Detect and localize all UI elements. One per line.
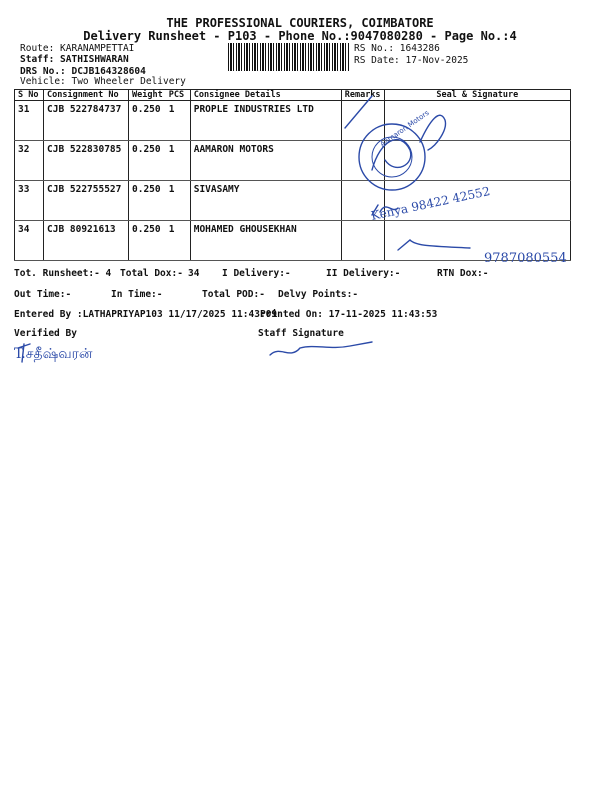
row-pcs: 1 [166,141,191,181]
stamp-text: Aamaron Motors [378,108,431,149]
row-sno: 32 [15,141,44,181]
row-consignment: CJB 522830785 [44,141,129,181]
row-sno: 34 [15,221,44,261]
staff-label: Staff: SATHISHWARAN [20,54,129,65]
vehicle-label: Vehicle: Two Wheeler Delivery [20,76,186,87]
col-pcs: PCS [166,90,191,101]
total-dox-label: Total Dox:- [120,268,183,279]
col-consignment: Consignment No [44,90,129,101]
route-label: Route: KARANAMPETTAI [20,43,135,54]
in-time: In Time:- [111,289,163,300]
row-weight: 0.250 [129,101,166,141]
row-weight: 0.250 [129,141,166,181]
row31-signature-loop [420,115,445,150]
tot-runsheet: Tot. Runsheet:- 4 [14,268,112,279]
entered-by: Entered By :LATHAPRIYAP103 11/17/2025 11:43:09 [14,309,278,320]
staff-signature-scribble [270,342,372,355]
row-consignment: CJB 522755527 [44,181,129,221]
rs-date: RS Date: 17-Nov-2025 [354,55,469,66]
out-time: Out Time:- [14,289,72,300]
row-sno: 31 [15,101,44,141]
row-consignee: PROPLE INDUSTRIES LTD [190,101,341,141]
total-pod: Total POD:- [202,289,265,300]
ii-delivery: II Delivery:- [326,268,401,279]
rs-number: RS No.: 1643286 [354,43,440,54]
row-pcs: 1 [166,181,191,221]
row-pcs: 1 [166,101,191,141]
col-consignee: Consignee Details [190,90,341,101]
stamp-signature-scribble [372,140,411,170]
row-consignment: CJB 80921613 [44,221,129,261]
col-remarks: Remarks [341,90,384,101]
row-consignment: CJB 522784737 [44,101,129,141]
runsheet-subtitle: Delivery Runsheet - P103 - Phone No.:9047080280 - Page No.:4 [83,29,517,43]
row-sno: 33 [15,181,44,221]
col-sno: S No [15,90,44,101]
verified-signature: T.சதீஷ்வரன் [14,346,93,362]
row34-signature-stroke [398,240,470,250]
printed-on: Printed On: 17-11-2025 11:43:53 [260,309,438,320]
row31-signature-stroke [345,96,372,128]
drs-number: DRS No.: DCJB164328604 [20,66,146,77]
row-consignee: MOHAMED GHOUSEKHAN [190,221,341,261]
staff-signature-label: Staff Signature [258,328,344,339]
row-consignee: SIVASAMY [190,181,341,221]
col-seal-signature: Seal & Signature [384,90,570,101]
company-stamp-inner [372,137,412,177]
row-consignee: AAMARON MOTORS [190,141,341,181]
col-weight: Weight [129,90,166,101]
row-weight: 0.250 [129,181,166,221]
row34-handwritten-phone: 9787080554 [484,251,567,266]
row33-handwritten-note: Kenya 98422 42552 [369,184,492,223]
row-weight: 0.250 [129,221,166,261]
row-pcs: 1 [166,221,191,261]
i-delivery: I Delivery:- [222,268,291,279]
verified-by-label: Verified By [14,328,77,339]
total-dox-value: 34 [188,268,200,279]
company-title: THE PROFESSIONAL COURIERS, COIMBATORE [166,16,434,30]
delvy-points: Delvy Points:- [278,289,359,300]
rtn-dox: RTN Dox:- [437,268,489,279]
